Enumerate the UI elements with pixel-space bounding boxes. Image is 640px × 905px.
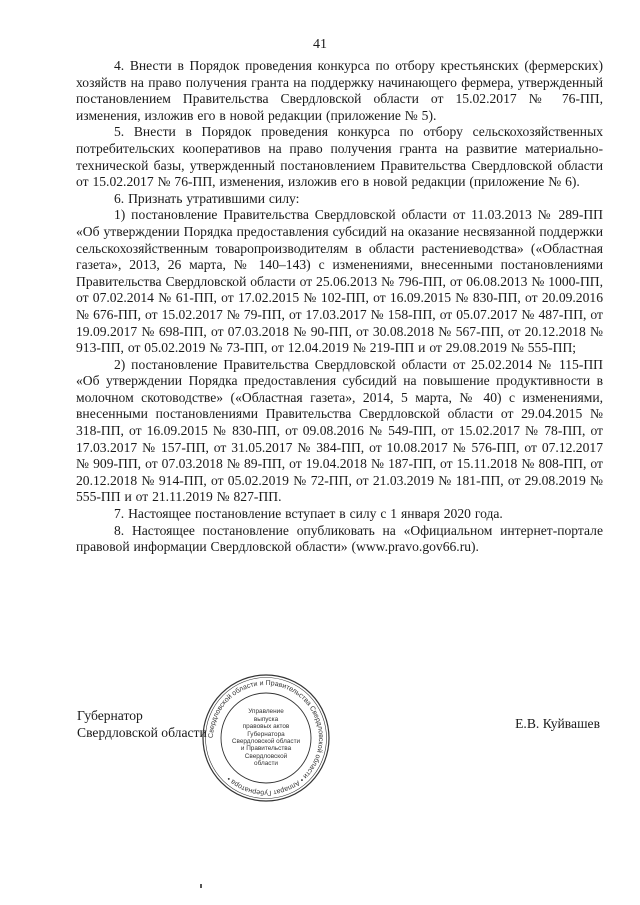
seal-center-line: Свердловской: [244, 752, 288, 760]
seal-center-line: выпуска: [253, 715, 279, 723]
paragraph-8: 8. Настоящее постановление опубликовать на «Официальном интернет-портале правовой информации Свердловской области» (www.pravo.gov66.ru).: [76, 522, 603, 555]
signer-title-line2: Свердловской области: [77, 725, 207, 740]
paragraph-6-1: 1) постановление Правительства Свердловской области от 11.03.2013 № 289-ПП «Об утверждении Порядка предоставления субсидий на оказание несвязанной поддержки сельскохозяйственным товаропроизводителям в области растениеводства» («Областная газета», 2013, 26 марта, № 140–143) с изменениями, внесенными постановлениями Правительства Свердловской области от 25.06.2013 № 796-ПП, от 06.08.2013 № 1000-ПП, от 07.02.2014 № 61-ПП, от 17.02.2015 № 102-ПП, от 16.09.2015 № 830-ПП, от 20.09.2016 № 676-ПП, от 15.02.2017 № 79-ПП, от 17.03.2017 № 158-ПП, от 05.07.2017 № 487-ПП, от 19.09.2017 № 698-ПП, от 07.03.2018 № 90-ПП, от 30.08.2018 № 567-ПП, от 20.12.2018 № 913-ПП, от 05.02.2019 № 73-ПП, от 12.04.2019 № 219-ПП и от 29.08.2019 № 555-ПП;: [76, 207, 603, 356]
paragraph-6: 6. Признать утратившими силу:: [114, 190, 300, 206]
seal-outer-text: Свердловской области и Правительства Свердловской области • Аппарат Губернатора •: [207, 679, 325, 797]
paragraph-7: 7. Настоящее постановление вступает в силу с 1 января 2020 года.: [114, 506, 503, 522]
seal-center-line: Губернатора: [247, 730, 285, 738]
paragraph-6-2: 2) постановление Правительства Свердловской области от 25.02.2014 № 115-ПП «Об утверждении Порядка предоставления субсидий на повышение продуктивности в молочном скотоводстве» («Областная газета», 2014, 5 марта, № 40) с изменениями, внесенными постановлениями Правительства Свердловской области от 29.04.2015 № 318-ПП, от 16.09.2015 № 830-ПП, от 09.08.2016 № 549-ПП, от 15.02.2017 № 78-ПП, от 17.03.2017 № 157-ПП, от 31.05.2017 № 384-ПП, от 10.08.2017 № 576-ПП, от 07.12.2017 № 909-ПП, от 07.03.2018 № 89-ПП, от 19.04.2018 № 187-ПП, от 15.11.2018 № 808-ПП, от 20.12.2018 № 914-ПП, от 05.02.2019 № 72-ПП, от 21.03.2019 № 181-ПП, от 29.08.2019 № 555-ПП и от 21.11.2019 № 827-ПП.: [76, 356, 603, 505]
seal-center-line: области: [254, 760, 278, 768]
paragraph-5: 5. Внести в Порядок проведения конкурса по отбору сельскохозяйственных потребительских кооперативов на право получения гранта на развитие материально-технической базы, утвержденный постановлением Правительства Свердловской области от 15.02.2017 № 76-ПП, изменения, изложив его в новой редакции (приложение № 6).: [76, 124, 603, 190]
signer-name: Е.В. Куйвашев: [515, 716, 600, 731]
signer-title-line1: Губернатор: [77, 708, 143, 723]
scan-mark: [200, 884, 202, 888]
seal-center-line: и Правительства: [240, 745, 292, 753]
seal-center-line: Свердловской области: [231, 738, 301, 745]
paragraph-4: 4. Внести в Порядок проведения конкурса по отбору крестьянских (фермерских) хозяйств на право получения гранта на поддержку начинающего фермера, утвержденный постановлением Правительства Свердловской области от 15.02.2017 № 76-ПП, изменения, изложив его в новой редакции (приложение № 5).: [76, 58, 603, 123]
seal-center-line: правовых актов: [242, 723, 290, 731]
page-number: 41: [313, 37, 327, 52]
official-seal: [200, 672, 332, 804]
document-body: [76, 58, 603, 556]
seal-center-line: Управление: [248, 708, 284, 716]
seal-center-text: [222, 694, 310, 782]
signer-title: [77, 707, 207, 741]
